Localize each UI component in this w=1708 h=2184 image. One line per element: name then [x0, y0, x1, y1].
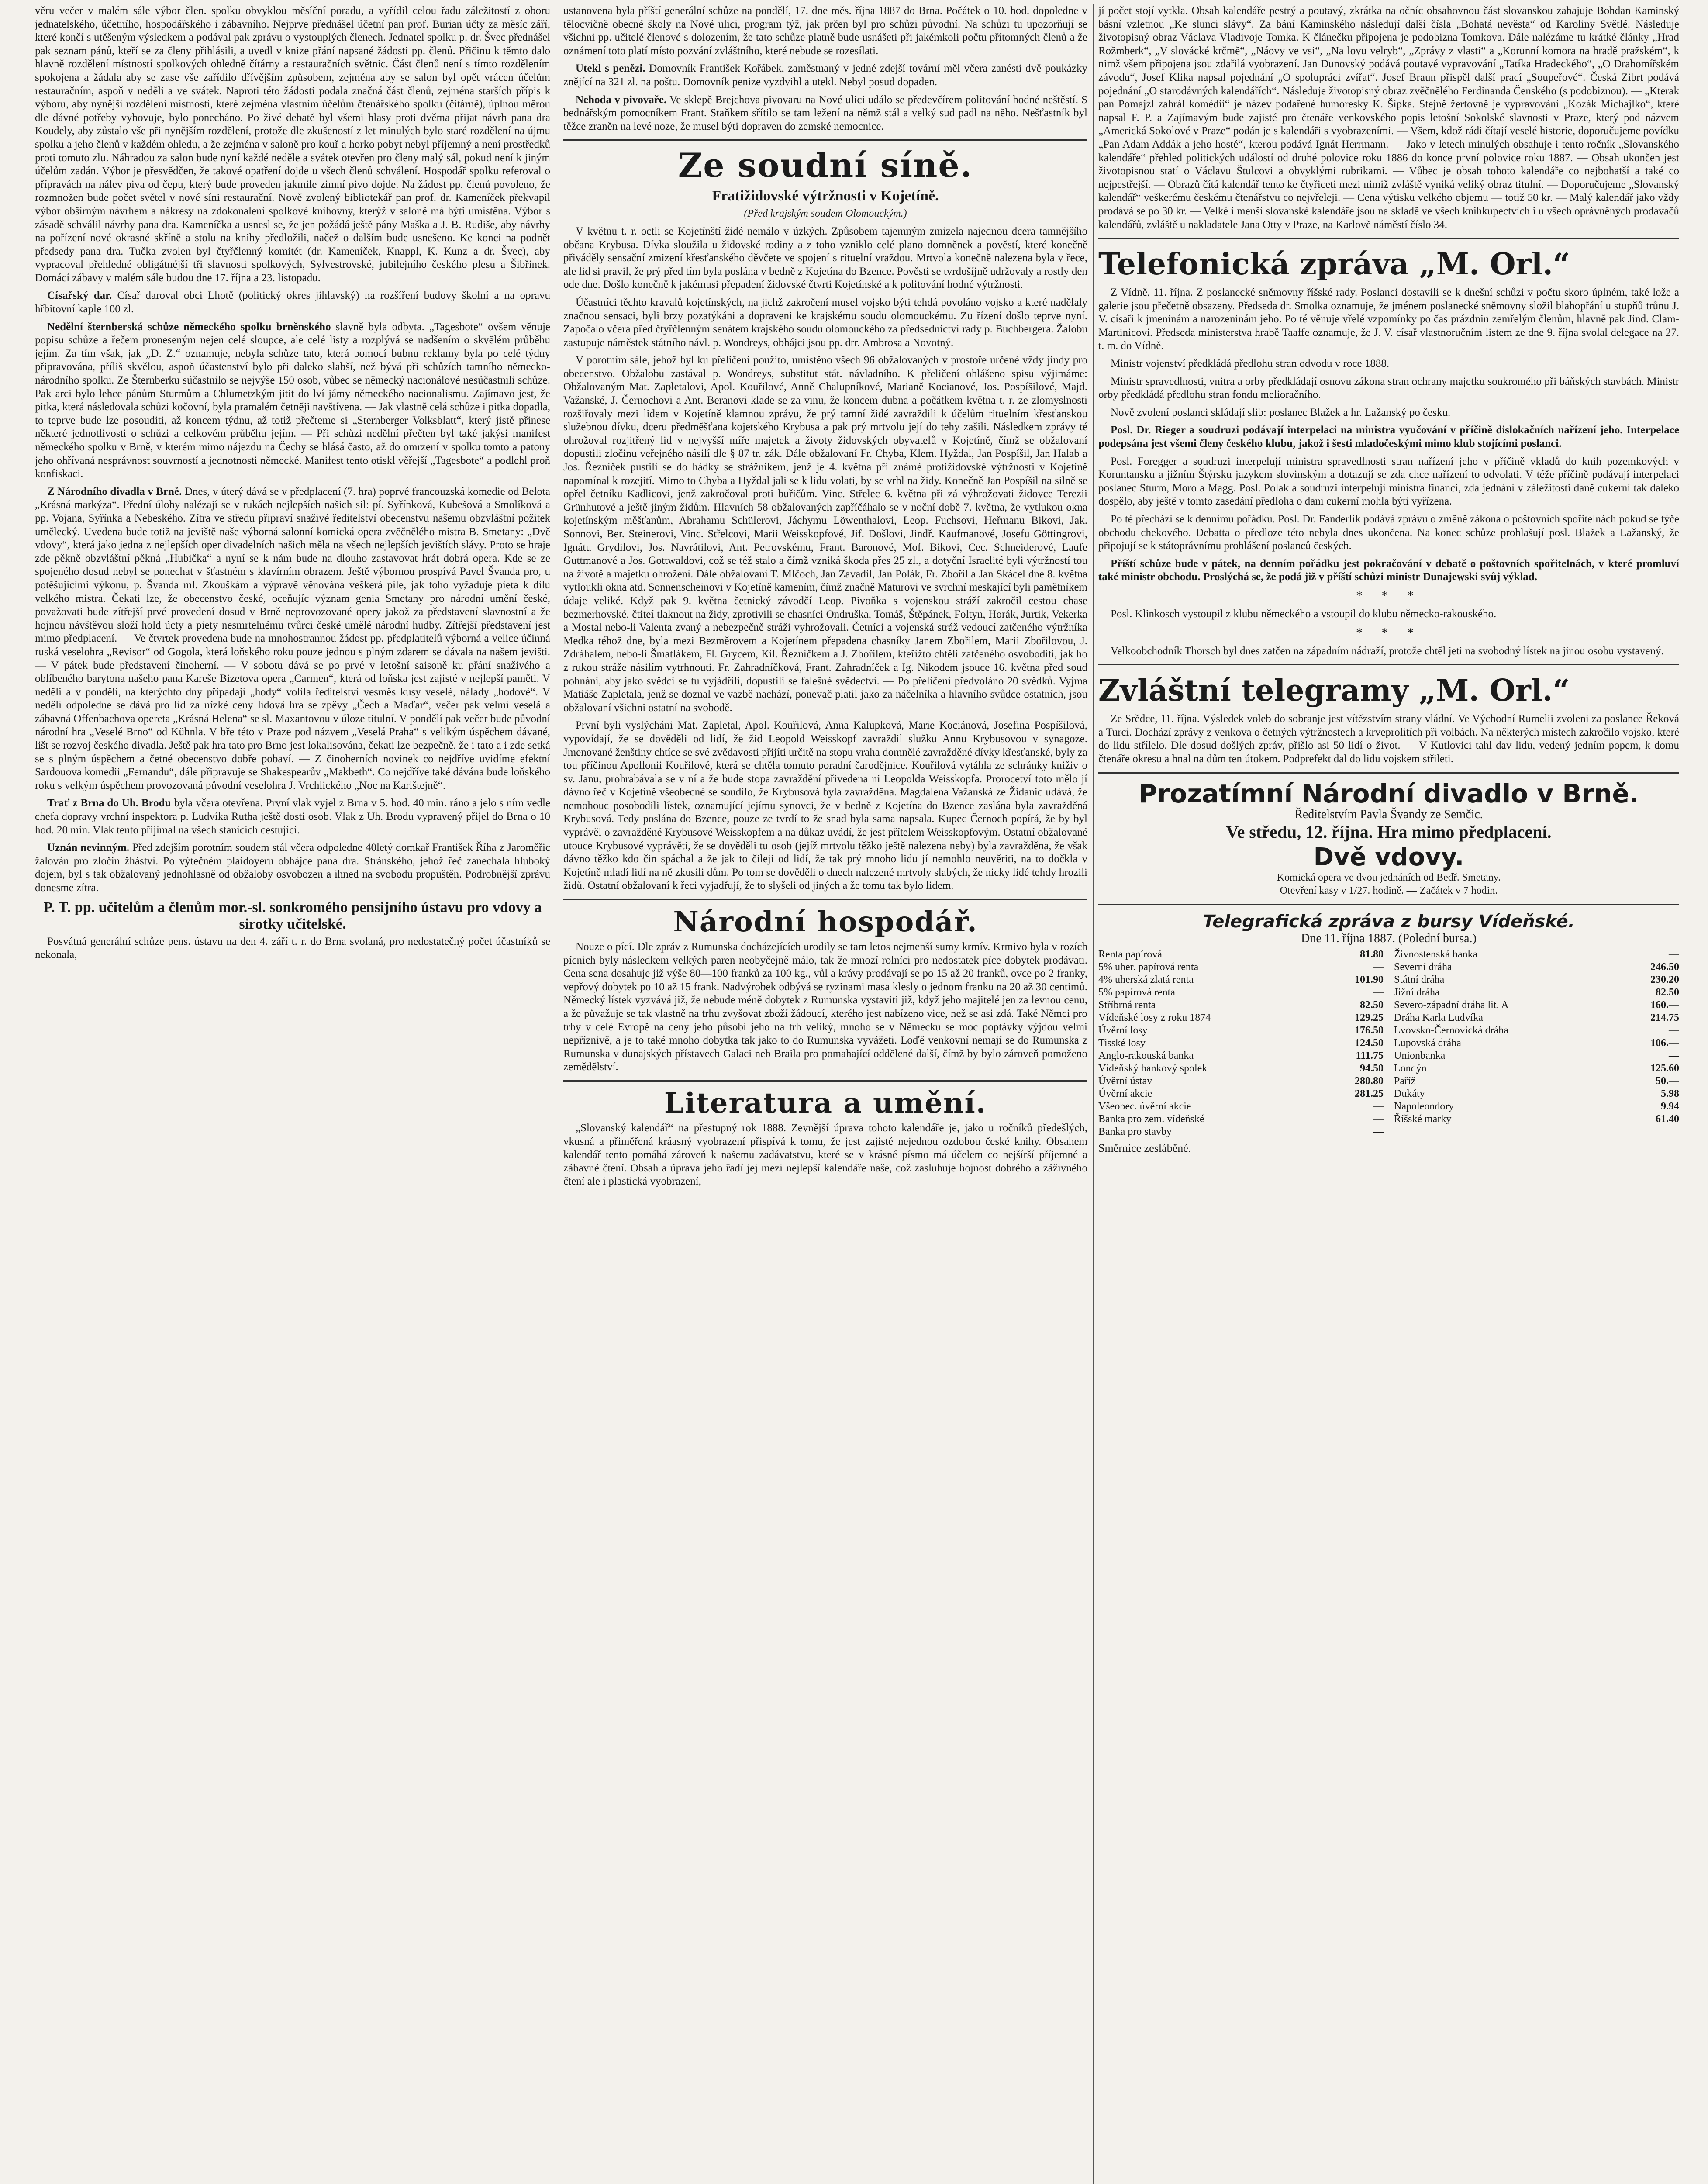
bursa-value: 280.80 [1355, 1075, 1384, 1087]
bursa-row [1394, 999, 1679, 1012]
column-divider [1093, 4, 1094, 2184]
bursa-row [1394, 1024, 1679, 1037]
section-title: Telefonická zpráva „M. Orl.“ [1098, 247, 1570, 282]
article-heading: Císařský dar. [47, 290, 112, 302]
article-heading: Fratižidovské výtržnosti v Kojetíně. [712, 188, 939, 204]
bursa-item: Živnostenská banka [1394, 948, 1478, 960]
section-divider [563, 1080, 1087, 1082]
bursa-column-right [1394, 948, 1679, 1138]
bursa-row [1098, 1050, 1384, 1062]
theatre-announcement [1098, 780, 1679, 897]
bursa-row [1098, 1075, 1384, 1088]
article-heading: Nedělní šternberská schůze německého spolku brněnského [47, 321, 331, 333]
bursa-item: Úvěrní ústav [1098, 1075, 1152, 1087]
article-text: Ministr vojenství předkládá předlohu stran odvodu v roce 1888. [1111, 358, 1390, 370]
bursa-value: 61.40 [1656, 1113, 1679, 1125]
article-text: jí počet stojí vytkla. Obsah kalendáře pestrý a poutavý, zkrátka na očníc obsahovnou část slovanskou zahajuje Bohdan Kaminský básní vzletnou „Ke slunci slávy“. Za bání Kaminského následují další čísla „Bohatá nevěsta“ od Karoliny Světlé. Následuje životopisný obraz Václava Vladivoje Tomka. K článečku připojena je podobizna Tomkova. Dále nalézáme tu krátké články „Hrad Rožmberk“, „V slovácké krčmě“, „Náovy ve vsi“, „Na lovu velryb“, „Zprávy z vlasti“ a „Korunní komora na hradě pražském“, k nimž všem připojena jsou zdařilá vyobrazení. Jan Dunovský podává poutavé vypravování „Tatíka Hradeckého“, „O Drahomířském závodu“, Josef Klika napsal pojednání „O spolupráci zvířat“. Josef Braun přispěl další prací „Soupeřové“. Česká Zibrt podává pojednání „O starodávných kalendářích“. Následuje životopisný obraz zvěčnělého Ferdinanda Čenského (s podobiznou). — „Kterak pan Pomajzl zahrál komédii“ je název podařené humoresky K. Šípka. Stejně žertovně je vypravování „Kozák Michajlko“, které napsal F. P. a Zajímavým bude zajisté pro čtenáře venkovského popis letošní Sokolské slavnosti v Praze, který pod názvem „Americká Sokolové v Praze“ podán je s kalendáři s vyobrazeními. — Všem, kdož rádi čítají veselé historie, doporučujeme povídku „Pan Adam Addák a jeho hosté“, kterou podává Ignát Herrmann. — Jako v letech minulých obsahuje i tento ročník „Slovanského kalendáře“ přehled politických událostí od druhé polovice roku 1886 do konce první polovice roku 1887. — Obsah ukončen jest životopisnou statí o Václavu Štulcovi a obvyklými rubrikami. — Vůbec je obsah tohoto kalendáře co nejbohatší a také co nejpestřejší. — Obrazů čítá kalendář tento ke čtyřiceti mezi nimiž zvláště vyniká veliký obraz titulní. — Doporučujeme „Slovanský kalendář“ veškerému českému čtenářstvu co nejvřeleji. — Cena výtisku velkého objemu — totiž 50 kr. — Malý kalendář jako vždy prodává se po 30 kr. — Velké i menší slovanské kalendáře jsou na skladě ve všech knihkupectvích i u všech oprávněných prodavačů kalendářů, zvláště u nakladatele Jana Otty v Praze, na Karlově náměstí číslo 34. [1098, 5, 1679, 231]
separator-stars: * * * [1356, 625, 1422, 640]
bursa-item: Úvěrní losy [1098, 1024, 1148, 1036]
bursa-item: Severo-západní dráha lit. A [1394, 999, 1509, 1011]
bursa-value: 111.75 [1356, 1050, 1384, 1061]
bursa-item: 5% papírová renta [1098, 986, 1175, 998]
bursa-row [1394, 974, 1679, 986]
bursa-item: Paříž [1394, 1075, 1416, 1087]
article-text: Po té přechází se k dennímu pořádku. Posl. Dr. Fanderlík podává zprávu o změně zákona o poštovních spořitelnách pokud se týče obchodu chekového. Debatta o předloze této nebyla dnes ukončena. Na konec schůze prohlašují posl. Blažek a Lažanský, že připojují se k státoprávnímu prohlášení poslanců českých. [1098, 513, 1679, 552]
theatre-director: Ředitelstvím Pavla Švandy ze Semčic. [1294, 807, 1483, 821]
bursa-item: Lvovsko-Černovická dráha [1394, 1024, 1508, 1036]
article-text: Posl. Foregger a soudruzi interpelují ministra spravedlnosti stran nařízení jeho v příčině vkladů do knih pozemkových v Koruntansku a jižním Štýrsku jazykem slovinským a dotazují se zda chce nařízení to odvolati. V téže příčině podávají interpelaci poslanec Sturm, Moro a Magg. Posl. Polak a soudruzi interpelují ministra financí, zda jednání v záležitosti daně cukerní tak daleko dospělo, aby ještě v tomto zasedání předloha o dani cukerní mohla býti vyřízena. [1098, 455, 1679, 508]
bursa-item: Banka pro zem. vídeňské [1098, 1113, 1204, 1125]
theatre-times: Otevření kasy v 1/27. hodině. — Začátek v 7 hodin. [1280, 885, 1498, 896]
article-text: Ve sklepě Brejchova pivovaru na Nové ulici událo se předevčírem politování hodné neštěstí. S bednářským pomocníkem Frant. Staňkem sřítilo se tam ležení na němž stál a velký sud padl na něho. Nešťastník byl těžce zraněn na levé noze, že musel býti dopraven do zemské nemocnice. [563, 93, 1087, 132]
article-text: věru večer v malém sále výbor člen. spolku obvyklou měsíční poradu, a vyřídil celou řadu záležitostí z oboru jednatelského, účetního, hospodářského i zábavního. Nejprve přednášel účetní pan prof. Burian účty za měsíc září, které končí s utěšeným výsledkem a podával pak zprávu o vystouplých členech. Jednatel spolku p. dr. Švec přednášel pak seznam pánů, kteří se za členy přihlásili, a uvedl v knize přání napsané žádosti pp. členů. Přičinu k těmto dalo hlavně rozdělení místností spolkových ohledně čítárny a restauračních světnic. Část členů není s tímto rozdělením spokojena a žádala aby se zase vše zařídilo dřívějším způsobem, zejména aby se salon byl opět vrácen účelům restauračním, aspoň v neděli a ve svátek. Naproti této žádosti podala značná část členů, zejména starších přípis k výboru, aby nynější rozdělení místností, které zejména vlastním účelům čtenářského spolku (čítárně), úplnou měrou dle dávné potřeby vyhovuje, bylo ponecháno. Po živé debatě byl všemi hlasy proti dvěma přijat návrh pana dra Koudely, aby zůstalo vše při nynějším rozdělení, protože dle zkušeností z let minulých bylo staré rozdělení na újmu spolku a jeho členů v každém ohledu, a že zejména v saloně pro kouř a horko pobyt nebyl příjemný a není prostředků proti tomuto zlu. Náhradou za salon bude nyní každé neděle a svátek otevřen pro členy malý sál, pokud není k jiným účelům zadán. Výbor je přesvědčen, že takové opatření dojde u všech členů schválení. Hospodář spolku referoval o přípravách na nálev piva od čepu, který bude proveden jakmile zimní pivo dojde. Na žádost pp. členů povoleno, že rozmnožen bude počet světel v nové síni restaurační. Nově zvolený bibliotekář pan prof. dr. Kameníček překvapil výbor obšírným návrhem a nákresy na zdokonalení spolkové knihovny, kterýž v saloně má býti umístěna. Výbor s zásadě schválil návrhy pana dra. Kameníčka a usnesl se, že jen požádá ještě pány Maška a J. B. Rudiše, aby návrhy na pořízení nové okrasné skříně a stolu na knihy předložili, načež o dalším bude usnešeno. Ke konci na podnět předsedy pana dra. Tučka zvolen byl čtyřčlenný komitét (dr. Kameníček, Knappl, K. Kunz a dr. Švec), aby vypracoval přehledné obligátnéjší tři slavnosti spolkových, Sylvestrovské, jubilejního českého plesu a Šibřinek. Domácí zábavy v malém sále budou dne 17. října a 23. listopadu. [35, 5, 550, 284]
bursa-note: Směrnice zesláběné. [1098, 1141, 1191, 1154]
article-text: Z Vídně, 11. října. Z poslanecké sněmovny říšské rady. Poslanci dostavili se k dnešní schůzi v počtu skoro úplném, také lože a galerie jsou přečetně obsazeny. Předseda dr. Smolka oznamuje, že jménem poslanecké sněmovny složil blahopřání u stupňů trůnu J. V. císaři k jmeninám a narozeninám jeho. Po té věnuje vřelé vzpomínky po čas prázdnin zemřelým členům, hlavně pak Jind. Clam-Martinicovi. Předseda ministerstva hrabě Taaffe oznamuje, že J. V. císař vlastnoručním listem ze dne 9. října svolal delegace na 27. t. m. do Vídně. [1098, 287, 1679, 352]
bursa-row [1098, 1062, 1384, 1075]
column-right [1098, 4, 1679, 2184]
bursa-value: — [1373, 1100, 1384, 1112]
section-divider [1098, 238, 1679, 239]
bursa-item: 5% uher. papírová renta [1098, 961, 1199, 973]
article-subtitle: (Před krajským soudem Olomouckým.) [744, 208, 907, 220]
bursa-value: — [1373, 1126, 1384, 1137]
article-text: Nouze o pící. Dle zpráv z Rumunska docházejících urodily se tam letos nejmenší sumy krmív. Krmivo byla v rozích pícnich byly následkem velkých paren neobyčejně málo, tak že mnozí rolníci pro nedostatek píce dobytek prodávati. Cena sena dosahuje již výše 80—100 franků za 100 kg., vůl a krávy prodávají se po 15 až 20 franků, ovce po 2 franky, vepřový dobytek po 10 až 15 frank. Nadvýrobek odbývá se ryzinami masa klesly o jednom franku na 20 až 30 centimů. Německý lístek vyzvává již, že nebude méně dobytek z Rumunska vystaviti již, když jeho majitelé jen za levnou cenu, a že půvažuje se tak vlastně na trhu zvyšovat zboží žádoucí, kterého jest nabízeno vice, než se asi zdá. Také Němci pro trhy v celé Evropě na ceny jeho působí jeho na trh veliký, mnoho se v Německu se moc poptávky výjdou velmi nepříznivě, a je to také mnoho dobytka tak jako to do Rumunska vyvážeti. Loďě venkovní nemají se do Rumunska z Rumunska v dunajských přístavech Galaci neb Braila pro pomahající oddělené další, čímž by bylo zároveň pomoženo zemědělství. [563, 941, 1087, 1073]
bursa-value: 230.20 [1650, 974, 1679, 985]
bursa-item: Jižní dráha [1394, 986, 1440, 998]
bursa-value: 50.— [1656, 1075, 1679, 1087]
bursa-item: Říšské marky [1394, 1113, 1452, 1125]
bursa-value: — [1373, 961, 1384, 973]
article-text: ustanovena byla příští generální schůze na pondělí, 17. dne měs. října 1887 do Brna. Počátek o 10. hod. dopoledne v tělocvičně obecné školy na Nové ulici, program týž, jak prčen byl pro schůzi původní. Na schůzi tu upozorňují se všichni pp. učitelé členové s dolozením, že tato schůze platně bude usnášeti při jakémkoli počtu přítomných členů a že oznámení toto platí místo pozvání zvláštního, které nebude se rozesílati. [563, 5, 1087, 57]
bursa-value: 246.50 [1650, 961, 1679, 973]
bursa-item: Vídeňské losy z roku 1874 [1098, 1012, 1211, 1023]
bursa-row [1098, 1126, 1384, 1138]
bursa-value: 106.— [1650, 1037, 1679, 1049]
theatre-date: Ve středu, 12. října. Hra mimo předplacení. [1226, 822, 1552, 842]
bursa-row [1098, 1012, 1384, 1024]
bursa-row [1098, 1024, 1384, 1037]
bursa-item: Londýn [1394, 1062, 1427, 1074]
newspaper-page [26, 4, 1686, 2184]
bursa-value: 82.50 [1360, 999, 1384, 1011]
bursa-value: 81.80 [1360, 948, 1384, 960]
article-text: Velkoobchodník Thorsch byl dnes zatčen na západním nádraží, protože chtěl jeti na svobodný lístek na jinou osobu vystavený. [1111, 645, 1664, 657]
bursa-row [1394, 1088, 1679, 1100]
article-heading: Uznán nevinným. [47, 842, 130, 854]
section-divider [563, 899, 1087, 900]
bursa-row [1098, 1100, 1384, 1113]
theatre-play: Dvě vdovy. [1313, 843, 1464, 871]
section-title: Zvláštní telegramy „M. Orl.“ [1098, 673, 1570, 708]
article-text: „Slovanský kalendář“ na přestupný rok 1888. Zevnější úprava tohoto kalendáře je, jako u ročníků předešlých, vkusná a přiměřená kráasný vyobrazení přispívá k tomu, že jest zajisté nejednou ozdobou české knihy. Obsahem kalendář tento pomáhá zároveň k našemu zadávatstvu, které se v krásné písmo má účelem co nejšírší příjemné a zábavné čtení. Obsah a úprava jeho řadí jej mezi nejlepší kalendáře naše, což zasluhuje hojnost dobrého a záživného čtení ale i plastická vyobrazení, [563, 1122, 1087, 1188]
section-divider [1098, 904, 1679, 905]
article-text: byla včera otevřena. První vlak vyjel z Brna v 5. hod. 40 min. ráno a jelo s ním vedle chefa dopravy vrchní inspektora p. Ludvíka Rutha ještě dosti osob. Vlak z Uh. Brodu vypravený přijel do Brna o 10 hod. 20 min. Vlak tento přijímal na všech stanicích cestující. [35, 797, 550, 836]
bursa-value: 160.— [1650, 999, 1679, 1011]
bursa-value: 214.75 [1650, 1012, 1679, 1023]
bursa-value: 281.25 [1355, 1088, 1384, 1099]
bursa-item: Dukáty [1394, 1088, 1425, 1099]
article-text: Císař daroval obci Lhotě (politický okres jihlavský) na rozšíření budovy školní a na opravu hřbitovní kaple 100 zl. [35, 290, 550, 315]
article-heading: Z Národního divadla v Brně. [47, 485, 182, 498]
bursa-value: 82.50 [1656, 986, 1679, 998]
bursa-value: — [1373, 1113, 1384, 1125]
bursa-row [1394, 1075, 1679, 1088]
bursa-row [1394, 1012, 1679, 1024]
theatre-description: Komická opera ve dvou jednáních od Bedř. Smetany. [1277, 871, 1501, 883]
article-text: Posvátná generální schůze pens. ústavu na den 4. září t. r. do Brna svolaná, pro nedostatečný počet účastníků se nekonala, [35, 935, 550, 961]
bursa-value: 9.94 [1661, 1100, 1679, 1112]
section-divider [1098, 664, 1679, 665]
bursa-item: Stříbrná renta [1098, 999, 1156, 1011]
bursa-row [1394, 948, 1679, 961]
bursa-item: Státní dráha [1394, 974, 1445, 985]
article-text: První byli vyslýcháni Mat. Zapletal, Apol. Kouřilová, Anna Kalupková, Marie Kociánová, Josefina Pospíšilová, vypovídají, že se dověděli od lidí, že žid Leopold Weisskopf zavraždil služku Annu Krybusovou v synagoze. Jmenované ženštiny chtíce se své zvědavosti přijíti určitě na stopu vraha domnělé zavražděné dívky křesťanské, byly za tou příčinou Apollonii Kouřilové, která se chtěla tomuto poradní čarodějnice. Kouřilová vytáhla ze schránky kniživ o sv. Janu, prohrabávala se v ní a že bude stopa zavraždění přivedena ni Leopolda Weisskopfa. Prorocetví toto mělo jí dávno řeč v Kojetíně všeobecné se soudilo, že Krybusová byla zavražděna. Magdalena Važanská ze Židanic udává, že nemohouc posobodili lístek, oznamující jejímu synovci, že v bedně z Kojetína do Bzence zaslána byla zavražděná Krybusová. Tedy poslána do Bzence, pouze ze tvrdí to že snad byla sama napsala. Kupec Černoch popírá, že by byl vyprávěl o zavražděné Krybusové Weisskopfem a na důkaz uvádí, že jest přítelem Weisskopfovým. Ostatní obžalované utouce Krybusové vyprávěti, že se dověděli tu osob (jejíž mrtvolu těžko ještě nalezena neby) byla zavražděna, že však dávno těžko kdo čin spáchal a že jak to čileji od lidí, že tak prý mnoho lidu jí nemohlo neuvěriti, na to dočkla v Kojetíně mladí lidí na ně zkusili dům. Po tom se dověděli o dnech nalezené mrtvoly slabých, že nicky lidé tehdy hrozili židů. Ostatní obžalovaní k řeci vyjadřují, že to slyšeli od jiných a že tomu tak bylo lidem. [563, 719, 1087, 892]
bursa-value: 176.50 [1355, 1024, 1384, 1036]
bursa-item: Úvěrní akcie [1098, 1088, 1152, 1099]
bursa-value: 94.50 [1360, 1062, 1384, 1074]
bursa-row [1394, 961, 1679, 974]
article-text: slavně byla odbyta. „Tagesbote“ ovšem věnuje popisu schůze a řečem proneseným nejen celé sloupce, ale celé listy a rozplývá se nadšením o skvělém průběhu jejím. Za tím však, jak „D. Z.“ oznamuje, nebyla schůze tato, která pomocí bubnu reklamy byla po celé týdny připravována, příliš skvělou, aspoň účastenství bylo při daleko slabší, než bývá při schůzích tamního německo-národního spolku. Ze Šternberku súčastnilo se nejvýše 150 osob, vůbec se německý nacionálové nesúčastnili schůze. Pak arci bylo lehce pánům Sturmům a Chlumetzkým jitit do lví jámy německého nacionalismu. Zajímavo jest, že pitka, která následovala schůzi kočovní, byla pramalém četněji navštívena. — Jak vlastně celá schůze i pitka dopadla, to teprve bude lze posouditi, až koncem týdnu, až totiž přečteme si „Sternberger Volksblatt“, který jistě přinese některé jednotlivosti o schůzi a celkovém průběhu jejím. — Při schůzi nedělní přečten byl také jakýsi manifest německého spolku v Brně, v kterém mimo nájezdu na Čechy se hlásá často, až do omrzení v spolku tomto a patony jeho ohřívaná nesprávnost souvrností a jednotnosti německé. Manifest tento otiskl věřejší „Tagesbote“ a podlehl proň konfiskaci. [35, 321, 550, 480]
section-title: Národní hospodář. [673, 905, 978, 939]
article-heading: Nehoda v pivovaře. [576, 93, 667, 106]
bursa-item: Unionbanka [1394, 1050, 1446, 1061]
bursa-item: Dráha Karla Ludvíka [1394, 1012, 1483, 1023]
bursa-row [1394, 986, 1679, 999]
bursa-item: Vídeňský bankový spolek [1098, 1062, 1208, 1074]
bursa-value: 5.98 [1661, 1088, 1679, 1099]
bursa-item: Napoleondory [1394, 1100, 1454, 1112]
section-title: Literatura a umění. [664, 1086, 987, 1120]
bursa-value: — [1669, 1024, 1679, 1036]
bursa-row [1098, 1113, 1384, 1126]
bursa-row [1098, 1088, 1384, 1100]
bursa-table [1098, 948, 1679, 1138]
bursa-item: Lupovská dráha [1394, 1037, 1461, 1049]
bursa-title: Telegrafická zpráva z bursy Vídeňské. [1203, 911, 1575, 932]
article-text: V květnu t. r. octli se Kojetínští židé nemálo v úzkých. Způsobem tajemným zmizela najednou dcera tamnějšího občana Krybusa. Dívka sloužila u židovské rodiny a z toho vzniklo celé plano domněnek a pověstí, které konečně přiváděly sensační zmizení křesťanského děvčete ve spojení s rituelní vraždou. Mrtvola konečně nalezena byla v řece, ale lid si pravil, že prý před tím byla poslána v bedně z Kojetína do Bzence. Pověsti se tvrdošíjně udržovaly a rostly den ode dne. Došlo konečně k jakémusi přepadení židovské čtvrti Kojetínské a k politování hodné výtržnosti. [563, 225, 1087, 291]
bursa-value: 124.50 [1355, 1037, 1384, 1049]
bursa-item: 4% uherská zlatá renta [1098, 974, 1194, 985]
bursa-item: Banka pro stavby [1098, 1126, 1172, 1137]
section-divider [1098, 772, 1679, 774]
bursa-column-left [1098, 948, 1384, 1138]
article-text: Nově zvolení poslanci skládají slib: poslanec Blažek a hr. Lažanský po česku. [1111, 406, 1451, 418]
bursa-item: Severní dráha [1394, 961, 1452, 973]
bursa-value: — [1373, 986, 1384, 998]
bursa-value: 125.60 [1650, 1062, 1679, 1074]
article-heading: Utekl s penězi. [576, 62, 645, 75]
bursa-row [1394, 1100, 1679, 1113]
column-left [35, 4, 550, 2184]
bursa-row [1394, 1113, 1679, 1126]
bursa-item: Tisské losy [1098, 1037, 1146, 1049]
bursa-value: — [1669, 948, 1679, 960]
bursa-row [1098, 948, 1384, 961]
bursa-row [1098, 999, 1384, 1012]
article-text: Příští schůze bude v pátek, na denním pořádku jest pokračování v debatě o poštovních spořitelnách, v které promluví také ministr obchodu. Proslýchá se, že podá již v příští schůzi ministr Dunajewski svůj výklad. [1098, 557, 1679, 583]
article-text: Domovník František Kořábek, zaměstnaný v jedné zdejší tovární měl včera zanésti dvě poukázky znějící na 321 zl. na poštu. Domovník penize vyzdvihl a utekl. Nebyl posud dopaden. [563, 62, 1087, 88]
bursa-row [1394, 1062, 1679, 1075]
article-text: Posl. Dr. Rieger a soudruzi podávají interpelaci na ministra vyučování v příčině dislokačních nařízení jeho. Interpelace podepsána jest všemi členy českého klubu, jakož i šesti mladočeskými mimo klub stojícími poslanci. [1098, 424, 1679, 450]
bursa-row [1098, 986, 1384, 999]
bursa-item: Anglo-rakouská banka [1098, 1050, 1194, 1061]
article-text: Ze Srědce, 11. října. Výsledek voleb do sobranje jest vítězstvím strany vládní. Ve Východní Rumelii zvoleni za poslance Řeková a Turci. Dochází zprávy z venkova o četných výtržnostech a krveprolitích při volbách. Na některých místech zakročilo vojsko, které do lidu střílelo. Dle dosud došlých zpráv, přišlo asi 50 lidí o život. — V Kutlovici tahl dav lidu, vedený jedním popem, k domu čtenáře okresu a hnal na dům ten útokem. Podprefekt dal do lidu vojskem střileti. [1098, 713, 1679, 765]
article-heading: P. T. pp. učitelům a členům mor.-sl. sonkromého pensijního ústavu pro vdovy a sirotky učitelské. [43, 899, 542, 932]
article-heading: Trať z Brna do Uh. Brodu [47, 797, 171, 809]
column-middle [563, 4, 1087, 2184]
article-text: Před zdejším porotním soudem stál včera odpoledne 40letý domkař František Říha z Jaroměřic žalován pro zločin žháství. Po výtečném plaidoyeru obhájce pana dra. Stránského, jehož řeč zanechala hluboký dojem, byl s tak obžalovaný jednohlasně od obžaloby osvobozen a ihned na svobodu propuštěn. Podrobnější zprávu donesme zítra. [35, 842, 550, 894]
bursa-value: — [1669, 1050, 1679, 1061]
separator-stars: * * * [1356, 588, 1422, 603]
article-text: Posl. Klinkosch vystoupil z klubu německého a vstoupil do klubu německo-rakouského. [1111, 608, 1497, 620]
bursa-row [1098, 1037, 1384, 1050]
article-text: V porotním sále, jehož byl ku přeličení použito, umístěno všech 96 obžalovaných v prostoře určené vždy jindy pro obecenstvo. Obžalobu zastával p. Wondreys, substitut stát. návladního. K přeličení ohlášeno spisu výjimáme: Obžalovaným Mat. Zapletalovi, Apol. Kouřilové, Anně Chalupníkové, Marianě Kocianové, Jos. Pospíšilové, Majd. Važanské, J. Černochovi a Ant. Beranovi klade se za vinu, že koncem dubna a počátkem května t. r. ze zlomyslnosti rozšiřovaly mezi lidem v Kojetíně klamnou zprávu, že prý tamní židé zavraždili k účelům rituelním křesťanskou služebnou dívku, dceru předměšťana kojetského Krybusa a pak prý mrtvolu její do tehy zašili. Následkem zprávy té ohrožoval rozjitřený lid v nejvyšší míře majetek a životy židovských obyvatelů v Kojetíně, čímž se obžalovaní dopustili zločinu veřejného násilí dle § 87 tr. zák. Dále obžalovaní Fr. Chyba, Klem. Hyždal, Jan Pospíšil, Jan Halab a Jos. Řezníček pustili se do hádky se strážníkem, jenž je 4. května při známé protižidovské výtržnosti v Kojetíně napomínal k rozejití. Mimo to Chyba a Hyždal jali se k lidu volati, by se vrhl na židy. Konečně Jan Pospíšil na silně se opřel četníku Kadlicovi, jenž zakročoval proti buřičům. Vinc. Střelec 6. května při zá výhrožovati židovce Terezii Grünhutové a ještě jiným židům. Hlavních 58 obžalovaných zapříčáhalo se v noční době 7. května, že vytlukou okna kojetínským měšťanům, Abrahamu Schülerovi, Jáchymu Löwenthalovi, Leop. Fuchsovi, Heřmanu Bikovi, Jak. Sonnovi, Ber. Steinerovi, Vinc. Střelcovi, Marii Weisskopfové, Jif. Došlovi, Jindř. Kaufmanové, Josefu Göttingrovi, Ignátu Grydilovi, Jos. Navrátilovi, Ant. Petrovskému, Frant. Baronové, Mof. Bikovi, Cec. Schneiderové, Laufe Guttmanové a Jos. Gottwaldovi, což se též stalo a čímž vzniká škoda přes 25 zl., a dotyční Israelité byli výtržností tou na životě a majetku ohrožení. Dále obžalovaní T. Mlčoch, Jan Zavadil, Jan Polák, Fr. Zbořil a Jan Skácel dne 8. května vytloukli okna atd. Sonnenscheinovi v Kojetíně kamením, čímž značně Maturovi ve svrchní meskající byli pamětníkem údaje veliké. Když pak 9. května četnický závodčí Leop. Pivoňka s vojenskou stráží zakročil cestou chase bezmerhovské, čtiteí tlaknout na židy, zprotivili se chasníci Ondruška, Tomáš, Štěpánek, Foltyn, Horák, Jurtik, Vekerka a Mostal nebo-li Valenta zvaný a nebezpečně stráži vyhrožovali. Četníci a vojenská stráž vedoucí zatčeného výtržníka Medka téhož dne, byla mezi Bezměrovem a Kojetínem přepadena chasníky Janem Zbořilem, Marii Zbořilovou, J. Zdráhalem, nebo-li Šmatlákem, Fl. Grycem, Kil. Řezníčkem a J. Zbořilem, kteřížto chtěli zatčeného osvoboditi, jak ho z rukou stráže násilím vytrhnouti. Fr. Zahradníčková, Frant. Zahradníček a Ig. Nikodem jsouce 16. května před soud pohnáni, aby jako svědci se tu vyjádřili, dopustili se falešné svědectví. — Po přelíčení předvoláno 20 svědků. Vyjma Matiáše Zapletala, jenž se doznal ve vazbě nachází, ponevač platil jako za náčelníka a hlavního svůdce ostatních, jsou obžalovaní všichni ostatní na svobodě. [563, 354, 1087, 714]
bursa-item: Renta papírová [1098, 948, 1162, 960]
bursa-date: Dne 11. října 1887. (Polední bursa.) [1301, 931, 1477, 945]
bursa-row [1098, 961, 1384, 974]
bursa-row [1394, 1037, 1679, 1050]
bursa-value: 101.90 [1355, 974, 1384, 985]
bursa-row [1098, 974, 1384, 986]
bursa-item: Všeobec. úvěrní akcie [1098, 1100, 1191, 1112]
article-text: Dnes, v úterý dává se v předplacení (7. hra) poprvé francouzská komedie od Belota „Krásná markýza“. Přední úlohy nalézají se v rukách nejlepších našich sil: pí. Syřínková, Kubešová a Smolíková a pp. Vojana, Syřínka a Nebeského. Zítra ve středu připraví snaživé ředitelství obecenstvu našemu obzvláštní požitek umělecký. Uvedena bude totiž na jeviště naše výborná salonní komická opera zvěčnělého mistra B. Smetany: „Dvě vdovy“, která jako jedna z nejlepších oper divadelních našich měla na všech nejlepších jevištích slávy. Proto se hraje zde pěkně obzvláštní pěkná „Hubička“ a nyní se k nám bude na dlouho zastavovat hrát dobrá opera. Kde se ze spojeného dosud nebyl se ponechat v šťastném s klavírním obrazem. Ještě výbornou prospívá Pavel Švanda pro, u potěšujícími výkonu, p. Švanda ml. Zkouškám a výpravě věnována veškerá píle, jak toho vyžaduje pieta k dílu velkého mistra. Čekati lze, že obecenstvo české, oceňujíc význam genia Smetany pro národní umění české, považovati bude zítřejší prvé provedení dosud v Brně neprovozované opery jakož za představení slavnostní a že hojnou návštěvou složí hold úcty a piety nesmrtelnému tvůrci české umělé národní hudby. Zítřejší představení jest mimo předplacení. — Ve čtvrtek provedena bude na mnohostrannou žádost pp. předplatitelů výborná a velice účinná ruská veselohra „Revisor“ od Gogola, která loňského roku pouze jednou s plným zdarem se dávala na našem jevišti. — V pátek bude představení činoherní. — V sobotu dává se po prvé v letošní saisoně ku přání snaživého a oblíbeného barytona našeho pana Kareše Bizetova opera „Carmen“, která od loňska jest zajisté v nejlepší paměti. V neděli a v pondělí, na kterýchto dny připadají „hody“ volila ředitelství vesměs kusy veselé, nálady „hodové“. V neděli odpoledne se dává pro lid za nízké ceny lidová hra se zpěvy „Čech a Maďar“, večer pak velmi veselá a zábavná Offenbachova opereta „Krásná Helena“ se sl. Maxantovou v úloze titulní. V pondělí pak večer bude původní národní hra „Veselé Brno“ od Kühnla. V bře této v Praze pod názvem „Veselá Praha“ s velikým úspěchem dávané, lišt se rozvoj českého divadla. Ještě pak hra tato pro Brno jest lokalisována, čekati lze bezpečně, že i tato a i zde setká se s plným úspěchem a četné obecenstvo dobře pobaví. — Z činoherních novinek co nejdříve uvidíme efektní Sardouova komedii „Fernandu“, dále připravuje se Shakespearův „Makbeth“. Co nejdříve také dávána bude loňského roku s velkým úspěchem provozovaná původní veselohra J. Vrchlického „Noc na Karlštejně“. [35, 485, 550, 791]
bursa-value: 129.25 [1355, 1012, 1384, 1023]
article-text: Účastníci těchto kravalů kojetínských, na jichž zakročení musel vojsko býti tehdá povoláno vojsko a které nadělaly značnou sensaci, byli brzy pozatýkáni a dopraveni ke krajskému soudu olomouckému. Zu řízení došlo teprve nyní. Započalo včera před čtyřčlenným senátem krajského soudu olomouckého za předsednictví rady p. Buchbergera. Žalobu zastupuje náměstek státního návl. p. Wondreys, obhájci jsou pp. drr. Ambrosa a Novotný. [563, 296, 1087, 349]
theatre-title: Prozatímní Národní divadlo v Brně. [1139, 778, 1639, 809]
article-text: Ministr spravedlnosti, vnitra a orby předkládají osnovu zákona stran ochrany majetku soukromého při báňských stavbách. Ministr orby předkládá předlohu stran fondu melioračního. [1098, 375, 1679, 401]
bursa-row [1394, 1050, 1679, 1062]
section-title: Ze soudní síně. [678, 146, 973, 185]
section-divider [563, 139, 1087, 141]
